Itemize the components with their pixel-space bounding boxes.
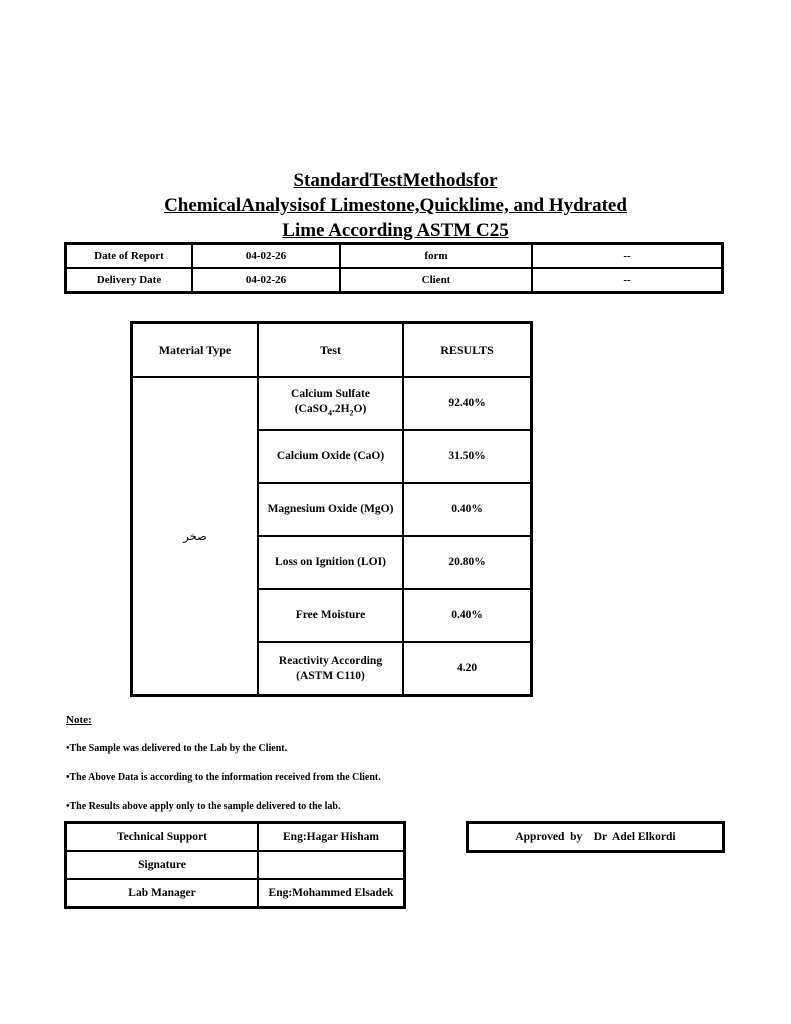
title-line-1: StandardTestMethodsfor xyxy=(293,170,498,191)
test-line: (ASTM C110) xyxy=(296,669,365,682)
table-row xyxy=(132,377,531,430)
technical-support-value: Eng:Hagar Hisham xyxy=(258,823,404,851)
report-header-table xyxy=(64,242,724,294)
material-type-value: صخر xyxy=(132,377,258,695)
test-reactivity xyxy=(258,642,403,695)
date-of-report-value: 04-02-26 xyxy=(192,244,340,268)
form-value: -- xyxy=(532,244,722,268)
signature-value xyxy=(258,851,404,879)
signature-table xyxy=(64,821,406,909)
approved-by: Approved by Dr Adel Elkordi xyxy=(468,823,723,851)
signature-label: Signature xyxy=(66,851,258,879)
results-header-row xyxy=(132,323,531,377)
lab-manager-label: Lab Manager xyxy=(66,879,258,907)
test-line: Calcium Sulfate xyxy=(291,387,370,400)
test-formula: $(CaSO_4.2H_2O)$ xyxy=(294,402,367,418)
lab-manager-value: Eng:Mohammed Elsadek xyxy=(258,879,404,907)
col-results: RESULTS xyxy=(403,323,531,377)
delivery-date-label: Delivery Date xyxy=(66,268,192,292)
test-name: Loss on Ignition (LOI) xyxy=(258,536,403,589)
date-of-report-label: Date of Report xyxy=(66,244,192,268)
test-line: Reactivity According xyxy=(278,654,383,667)
result-value: 31.50% xyxy=(403,430,531,483)
test-name: Magnesium Oxide (MgO) xyxy=(258,483,403,536)
note-item: •The Results above apply only to the sample delivered to the lab. xyxy=(66,801,341,812)
result-value: 20.80% xyxy=(403,536,531,589)
result-value: 4.20 xyxy=(403,642,531,695)
approval-table xyxy=(466,821,725,853)
client-label: Client xyxy=(340,268,532,292)
result-value: 92.40% xyxy=(403,377,531,430)
result-value: 0.40% xyxy=(403,589,531,642)
header-row-delivery xyxy=(66,268,722,292)
technical-support-label: Technical Support xyxy=(66,823,258,851)
col-test: Test xyxy=(258,323,403,377)
col-material-type: Material Type xyxy=(132,323,258,377)
test-calcium-sulfate xyxy=(258,377,403,430)
note-item: •The Sample was delivered to the Lab by the Client. xyxy=(66,743,288,754)
results-table xyxy=(130,321,533,697)
result-value: 0.40% xyxy=(403,483,531,536)
title-line-3: Lime According ASTM C25 xyxy=(282,220,509,241)
note-label: Note: xyxy=(66,714,92,726)
note-item: •The Above Data is according to the information received from the Client. xyxy=(66,772,381,783)
signature-row xyxy=(66,879,404,907)
form-label: form xyxy=(340,244,532,268)
delivery-date-value: 04-02-26 xyxy=(192,268,340,292)
header-row-date xyxy=(66,244,722,268)
signature-row xyxy=(66,823,404,851)
client-value: -- xyxy=(532,268,722,292)
title-line-2: ChemicalAnalysisof Limestone,Quicklime, and Hydrated xyxy=(164,195,627,216)
test-name: Free Moisture xyxy=(258,589,403,642)
approval-row xyxy=(468,823,723,851)
signature-row xyxy=(66,851,404,879)
document-title xyxy=(0,168,791,243)
test-name: Calcium Oxide (CaO) xyxy=(258,430,403,483)
